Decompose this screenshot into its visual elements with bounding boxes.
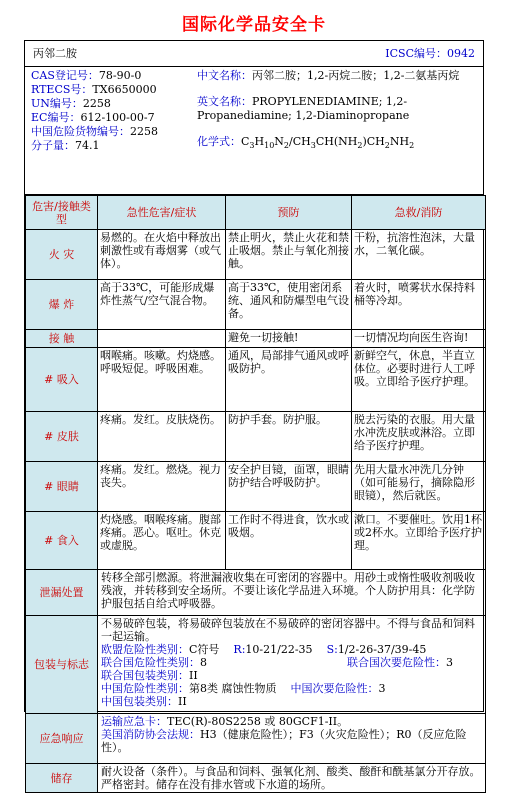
row-emergency	[26, 714, 486, 764]
row-skin	[26, 412, 486, 462]
aid-cell: 干粉，抗溶性泡沫，大量水，二氧化碳。	[352, 230, 486, 280]
spill-text: 转移全部引燃源。将泄漏液收集在可密闭的容器中。用砂土或惰性吸收剂吸收残液，并转移到安全场所。不要让该化学品进入环境。个人防护用具：化学防护服包括自给式呼吸器。	[98, 570, 486, 616]
prevention-cell: 防护手套。防护服。	[226, 412, 352, 462]
eu-classification: 欧盟危险性类别：C符号 R:10-21/22-35 S:1/2-26-37/39-45	[101, 643, 427, 656]
storage-text: 耐火设备（条件）。与食品和饲料、强氧化剂、酸类、酸酐和酰基氯分开存放。严格密封。储存在没有排水管或下水道的场所。	[98, 764, 486, 793]
row-fire	[26, 230, 486, 280]
aid-cell: 一切情况均向医生咨询!	[352, 330, 486, 348]
un-classification: 联合国危险性类别：8 联合国次要危险性：3	[101, 656, 453, 669]
col-aid: 急救/消防	[352, 196, 486, 230]
row-label: 火 灾	[26, 230, 98, 280]
row-label: 接 触	[26, 330, 98, 348]
emergency-cell	[98, 714, 486, 764]
rtecs-value: TX6650000	[92, 83, 157, 96]
aid-cell: 漱口。不要催吐。饮用1杯或2杯水。立即给予医疗护理。	[352, 512, 486, 570]
prevention-cell: 通风，局部排气通风或呼吸防护。	[226, 348, 352, 412]
chemical-name: 丙邻二胺	[33, 47, 77, 60]
rtecs-label: RTECS号：	[31, 83, 93, 96]
row-inhalation	[26, 348, 486, 412]
row-label: 爆 炸	[26, 280, 98, 330]
nfpa-code: 美国消防协会法规：H3（健康危险性）；F3（火灾危险性）；R0（反应危险性）。	[101, 728, 467, 754]
row-spill	[26, 570, 486, 616]
aid-cell: 着火时，喷雾状水保持料桶等冷却。	[352, 280, 486, 330]
row-packaging	[26, 616, 486, 714]
row-label: 泄漏处置	[26, 570, 98, 616]
identification-block	[25, 67, 483, 195]
hazard-table-header	[26, 196, 486, 230]
packaging-text: 不易破碎包装，将易破碎包装放在不易破碎的密闭容器中。不得与食品和饲料一起运输。	[101, 617, 475, 643]
chemical-formula: $C_3H_{10}N_2/CH_3CH(NH_2)CH_2NH_2$	[241, 135, 415, 151]
cn-classification: 中国危险性类别：第8类 腐蚀性物质 中国次要危险性：3	[101, 682, 386, 695]
card-title: 国际化学品安全卡	[182, 15, 326, 35]
prevention-cell: 工作时不得进食，饮水或吸烟。	[226, 512, 352, 570]
row-label: 包装与标志	[26, 616, 98, 714]
prevention-cell: 安全护目镜，面罩，眼睛防护结合呼吸防护。	[226, 462, 352, 512]
prevention-cell: 禁止明火，禁止火花和禁止吸烟。禁止与氧化剂接触。	[226, 230, 352, 280]
un-packing-group: 联合国包装类别：II	[101, 669, 198, 682]
names-block	[197, 69, 479, 149]
molecular-weight-value: 74.1	[75, 139, 100, 152]
transport-card: 运输应急卡：TEC(R)-80S2258 或 80GCF1-II。	[101, 715, 349, 728]
un-value: 2258	[82, 97, 111, 110]
row-storage	[26, 764, 486, 793]
acute-cell: 咽喉痛。咳嗽。灼烧感。呼吸短促。呼吸困难。	[98, 348, 226, 412]
cn-dangerous-goods-value: 2258	[130, 125, 158, 138]
row-label: # 眼睛	[26, 462, 98, 512]
identifiers	[31, 69, 191, 153]
row-contact	[26, 330, 486, 348]
acute-cell: 疼痛。发红。皮肤烧伤。	[98, 412, 226, 462]
prevention-cell: 避免一切接触!	[226, 330, 352, 348]
row-explosion	[26, 280, 486, 330]
acute-cell: 高于33℃，可能形成爆炸性蒸气/空气混合物。	[98, 280, 226, 330]
cn-packing-group: 中国包装类别：II	[101, 695, 187, 708]
acute-cell: 易燃的。在火焰中释放出刺激性或有毒烟雾（或气体）。	[98, 230, 226, 280]
card-header	[25, 41, 483, 67]
prevention-cell: 高于33℃，使用密闭系统、通风和防爆型电气设备。	[226, 280, 352, 330]
cas-value: 78-90-0	[98, 69, 142, 82]
row-label: # 食入	[26, 512, 98, 570]
cn-name-label: 中文名称：	[197, 69, 252, 82]
packaging-cell	[98, 616, 486, 714]
ec-label: EC编号：	[31, 111, 81, 124]
row-ingestion	[26, 512, 486, 570]
hazard-table	[25, 195, 486, 793]
aid-cell: 新鲜空气，休息，半直立体位。必要时进行人工呼吸。立即给予医疗护理。	[352, 348, 486, 412]
ec-value: 612-100-00-7	[80, 111, 155, 124]
row-label: 储存	[26, 764, 98, 793]
un-label: UN编号：	[31, 97, 83, 110]
aid-cell: 脱去污染的衣服。用大量水冲洗皮肤或淋浴。立即给予医疗护理。	[352, 412, 486, 462]
acute-cell	[98, 330, 226, 348]
col-type: 危害/接触类型	[26, 196, 98, 230]
en-name-value: PROPYLENEDIAMINE; 1,2-Propanediamine; 1,2-Diaminopropane	[197, 95, 410, 122]
en-name-label: 英文名称：	[197, 95, 252, 108]
formula-label: 化学式：	[197, 135, 241, 148]
cas-label: CAS登记号：	[31, 69, 99, 82]
icsc-number: ICSC编号：0942	[385, 47, 475, 60]
row-label: # 皮肤	[26, 412, 98, 462]
col-prevention: 预防	[226, 196, 352, 230]
row-label: # 吸入	[26, 348, 98, 412]
acute-cell: 灼烧感。咽喉疼痛。腹部疼痛。恶心。呕吐。休克或虚脱。	[98, 512, 226, 570]
aid-cell: 先用大量水冲洗几分钟（如可能易行，摘除隐形眼镜），然后就医。	[352, 462, 486, 512]
molecular-weight-label: 分子量：	[31, 139, 75, 152]
cn-name-value: 丙邻二胺；1,2-丙烷二胺；1,2-二氨基丙烷	[252, 69, 460, 82]
row-label: 应急响应	[26, 714, 98, 764]
row-eyes	[26, 462, 486, 512]
cn-dangerous-goods-label: 中国危险货物编号：	[31, 125, 130, 138]
acute-cell: 疼痛。发红。燃烧。视力丧失。	[98, 462, 226, 512]
safety-card	[24, 40, 484, 791]
col-acute: 急性危害/症状	[98, 196, 226, 230]
